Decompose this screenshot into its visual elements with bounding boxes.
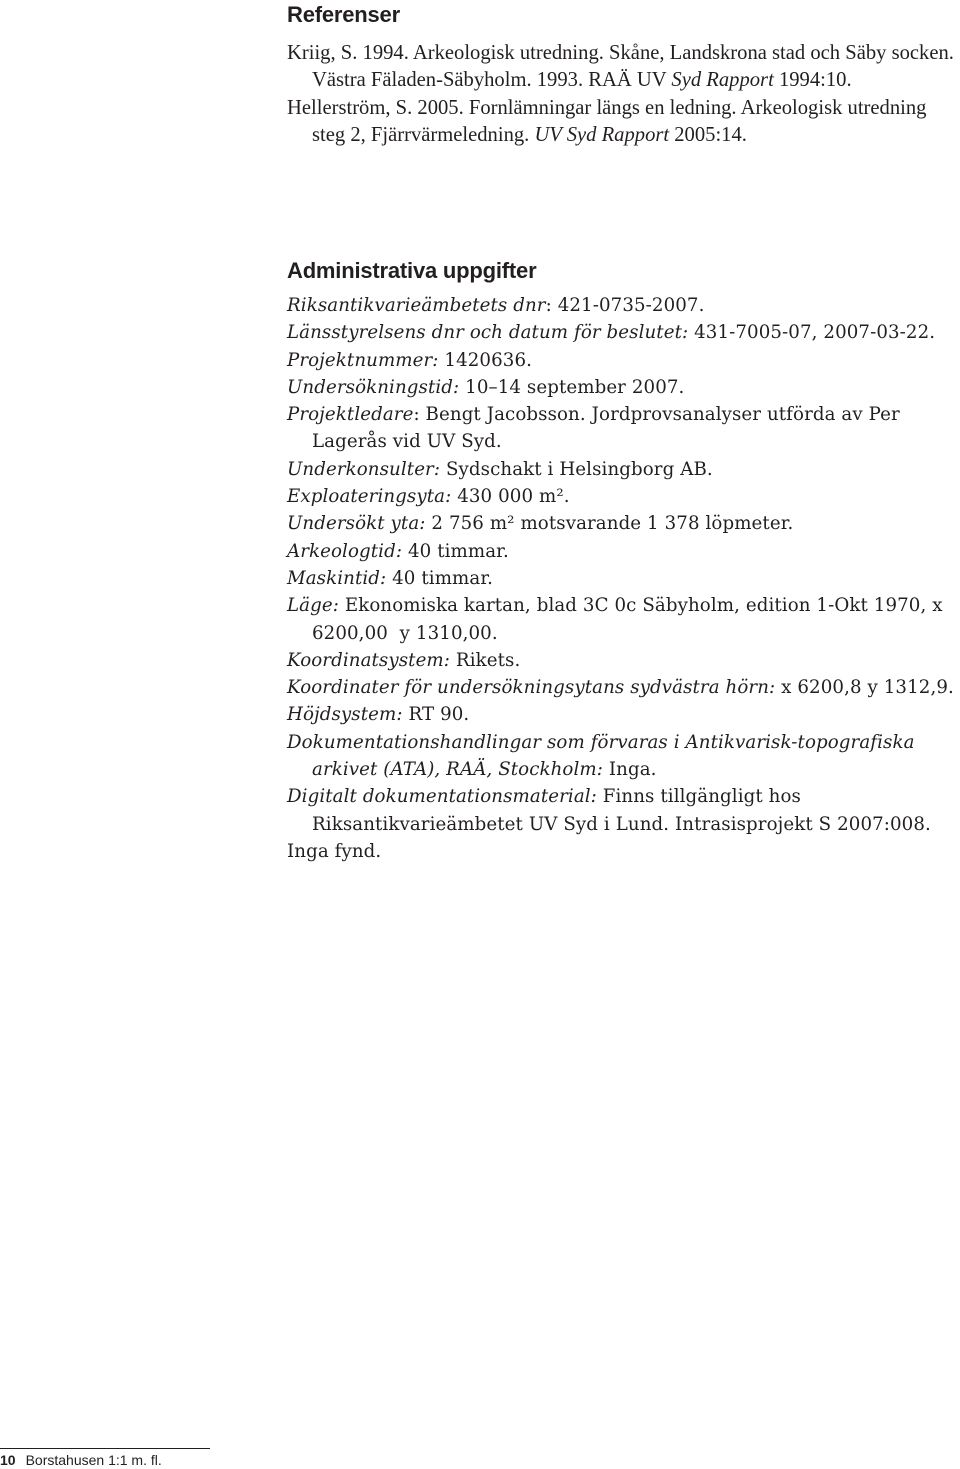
admin-entry-koordinatsystem (287, 647, 955, 674)
reference-number: 1994:10. (773, 69, 852, 92)
admin-value: 2 756 m² motsvarande 1 378 löpmeter. (431, 513, 794, 535)
admin-label: Exploateringsyta: (287, 486, 452, 508)
admin-entry-projektledare (287, 401, 955, 456)
admin-label: Maskintid: (287, 567, 387, 589)
admin-entry-dokumentation (287, 729, 955, 784)
reference-item (287, 95, 955, 150)
admin-value: 1420636. (444, 349, 533, 371)
admin-label: Undersökt yta: (287, 513, 426, 535)
admin-value: Inga. (608, 759, 657, 781)
admin-entry-fynd (287, 838, 955, 865)
admin-label: Läge: (287, 595, 339, 617)
admin-value: Ekonomiska kartan, blad 3C 0c Säbyholm, edition 1-Okt 1970, x 6200,00 y 1310,00. (312, 595, 949, 644)
admin-label: Höjdsystem: (287, 704, 403, 726)
admin-entry-undersokt-yta (287, 510, 955, 537)
references-list (287, 40, 955, 149)
admin-label: Projektnummer: (287, 349, 439, 371)
admin-entry-underkonsulter (287, 456, 955, 483)
admin-label: Koordinatsystem: (287, 649, 451, 671)
separator: : (545, 295, 558, 316)
admin-value: 431-7005-07, 2007-03-22. (694, 322, 936, 344)
admin-label: Projektledare (287, 404, 414, 426)
admin-label: Länsstyrelsens dnr och datum för beslutet: (287, 322, 689, 344)
admin-entry-dnr (287, 292, 955, 319)
admin-label: Dokumentationshandlingar som förvaras i Antikvarisk-topografiska arkivet (ATA), RAÄ, Stockholm: (287, 731, 915, 781)
admin-value: Inga fynd. (287, 840, 382, 862)
admin-value: RT 90. (408, 704, 470, 726)
admin-value: 421-0735-2007. (557, 295, 705, 316)
admin-label: Undersökningstid: (287, 376, 460, 398)
admin-entry-exploateringsyta (287, 483, 955, 510)
reference-series: UV Syd Rapport (534, 123, 670, 146)
admin-entry-koordinater (287, 674, 955, 701)
page-number: 10 (0, 1452, 16, 1468)
admin-value: x 6200,8 y 1312,9. (781, 677, 954, 699)
admin-value: 10–14 september 2007. (465, 376, 685, 398)
admin-value: 40 timmar. (407, 540, 509, 562)
admin-entry-projektnummer (287, 347, 955, 374)
admin-label: Riksantikvarieämbetets dnr (287, 295, 546, 316)
admin-entry-hojdsystem (287, 701, 955, 728)
admin-heading: Administrativa uppgifter (287, 258, 537, 283)
admin-value: 430 000 m². (457, 486, 570, 508)
admin-value: Bengt Jacobsson. Jordprovsanalyser utförda av Per Lagerås vid UV Syd. (312, 404, 900, 453)
page-footer (0, 1448, 210, 1468)
admin-entry-lansstyrelsen (287, 319, 955, 346)
admin-value: Rikets. (455, 649, 521, 671)
admin-label: Underkonsulter: (287, 458, 441, 480)
reference-number: 2005:14. (669, 123, 747, 146)
admin-entry-maskintid (287, 565, 955, 592)
reference-text: Kriig, S. 1994. Arkeologisk utredning. Skåne, Landskrona stad och Säby socken. Västra Fäladen-Säbyholm. 1993. RAÄ UV (287, 42, 954, 92)
admin-label: Arkeologtid: (287, 540, 403, 562)
separator: : (413, 404, 426, 426)
admin-entry-digitalt (287, 783, 955, 838)
admin-value: 40 timmar. (392, 567, 494, 589)
admin-value: Finns tillgängligt hos Riksantikvarieämbetet UV Syd i Lund. Intrasisprojekt S 2007:008. (312, 786, 931, 835)
admin-value: Sydschakt i Helsingborg AB. (445, 458, 713, 480)
references-heading: Referenser (287, 2, 400, 27)
admin-entry-undersokningstid (287, 374, 955, 401)
reference-text: Hellerström, S. 2005. Fornlämningar längs en ledning. Arkeologisk utredning steg 2, Fjärrvärmeledning. (287, 96, 927, 146)
reference-item (287, 40, 955, 95)
running-title: Borstahusen 1:1 m. fl. (25, 1452, 162, 1468)
admin-label: Koordinater för undersökningsytans sydvästra hörn: (287, 677, 776, 699)
reference-series: Syd Rapport (671, 69, 774, 92)
admin-list (287, 292, 955, 865)
admin-entry-arkeologtid (287, 538, 955, 565)
admin-label: Digitalt dokumentationsmaterial: (287, 786, 597, 808)
admin-entry-lage (287, 592, 955, 647)
